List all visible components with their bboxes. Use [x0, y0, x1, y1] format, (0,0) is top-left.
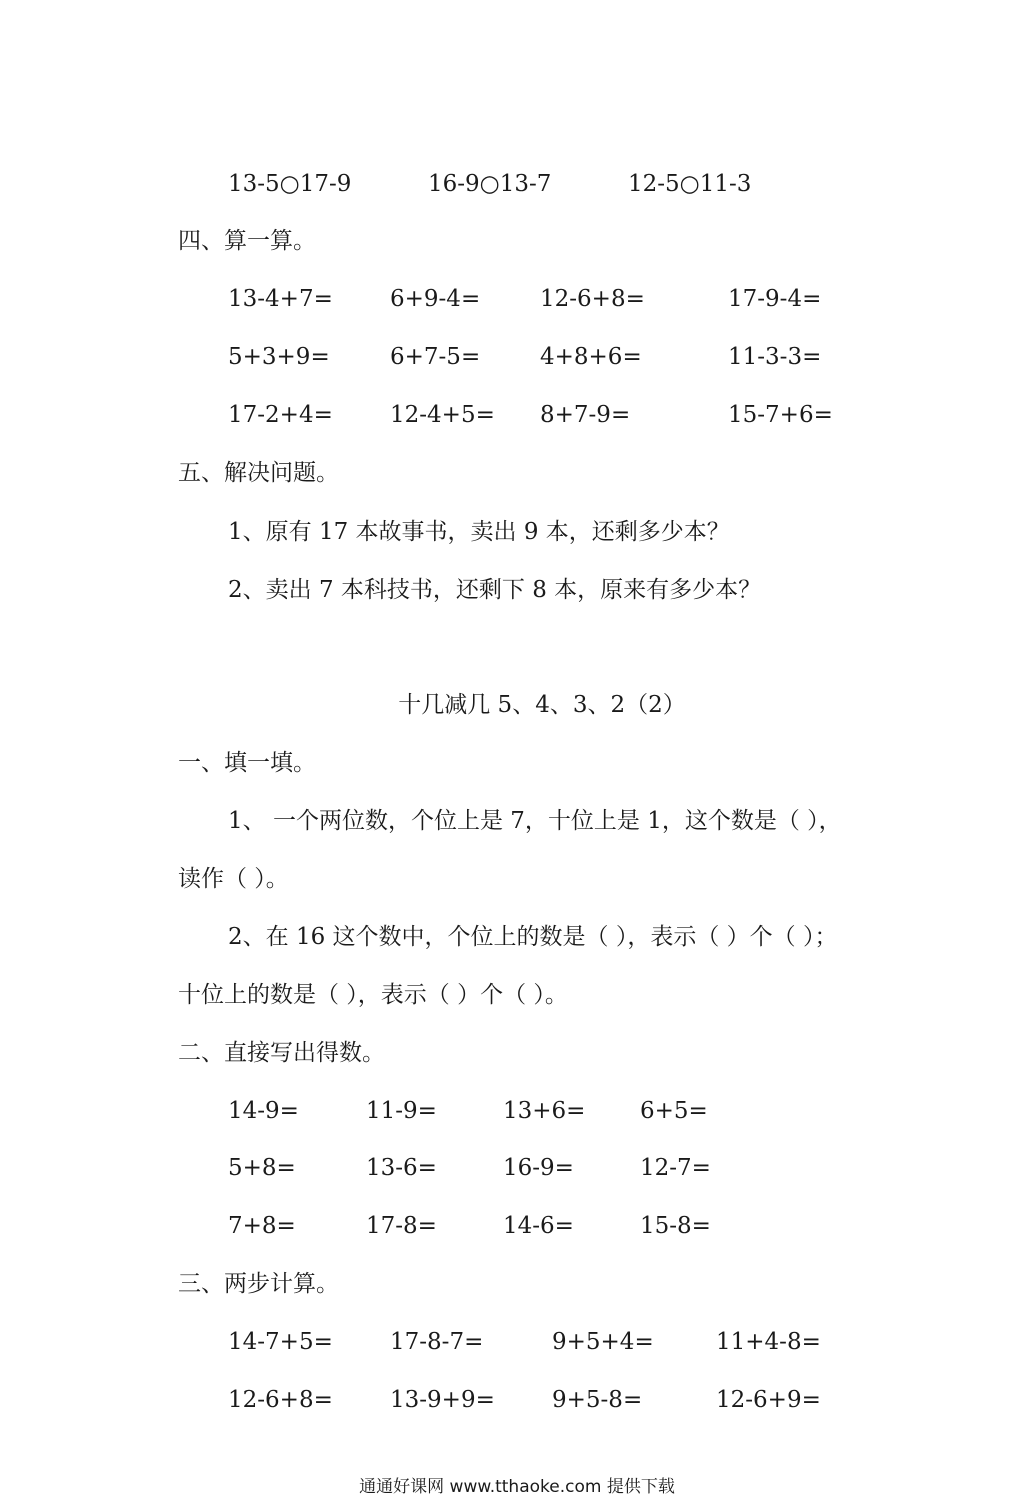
calc-item: 17-8-7=: [390, 1329, 484, 1355]
word-problem: 2、卖出 7 本科技书，还剩下 8 本，原来有多少本？: [228, 577, 762, 603]
calc-item: 12-6+8=: [228, 1387, 333, 1413]
calc-item: 15-8=: [640, 1213, 711, 1239]
footer-credit: 通通好课网 www.tthaoke.com 提供下载: [359, 1477, 675, 1497]
calc-item: 11+4-8=: [716, 1329, 821, 1355]
section-heading: 二、直接写出得数。: [178, 1040, 385, 1066]
calc-item: 12-7=: [640, 1155, 711, 1181]
calc-item: 12-6+9=: [716, 1387, 821, 1413]
calc-item: 17-2+4=: [228, 402, 333, 428]
calc-item: 14-6=: [503, 1213, 574, 1239]
calc-item: 15-7+6=: [728, 402, 833, 428]
calc-item: 12-6+8=: [540, 286, 645, 312]
calc-item: 13-4+7=: [228, 286, 333, 312]
fill-question: 2、在 16 这个数中，个位上的数是（ ），表示（ ）个（ ）；: [228, 924, 838, 950]
calc-item: 6+5=: [640, 1098, 708, 1124]
word-problem: 1、原有 17 本故事书，卖出 9 本，还剩多少本？: [228, 519, 730, 545]
fill-question: 十位上的数是（ ），表示（ ）个（ ）。: [178, 982, 568, 1008]
compare-item: 12-5○11-3: [628, 171, 752, 197]
calc-item: 5+3+9=: [228, 344, 330, 370]
calc-item: 13-9+9=: [390, 1387, 495, 1413]
section-heading: 五、解决问题。: [178, 460, 339, 486]
calc-item: 5+8=: [228, 1155, 296, 1181]
calc-item: 9+5-8=: [552, 1387, 643, 1413]
calc-item: 17-9-4=: [728, 286, 822, 312]
compare-item: 13-5○17-9: [228, 171, 352, 197]
fill-question: 读作（ ）。: [178, 866, 289, 892]
section-heading: 一、填一填。: [178, 750, 316, 776]
compare-item: 16-9○13-7: [428, 171, 552, 197]
section-heading: 四、算一算。: [178, 228, 316, 254]
calc-item: 17-8=: [366, 1213, 437, 1239]
lesson-title: 十几减几 5、4、3、2（2）: [398, 692, 686, 718]
section-heading: 三、两步计算。: [178, 1271, 339, 1297]
calc-item: 14-9=: [228, 1098, 299, 1124]
calc-item: 13-6=: [366, 1155, 437, 1181]
calc-item: 6+9-4=: [390, 286, 481, 312]
calc-item: 9+5+4=: [552, 1329, 654, 1355]
calc-item: 8+7-9=: [540, 402, 631, 428]
calc-item: 11-9=: [366, 1098, 437, 1124]
calc-item: 12-4+5=: [390, 402, 495, 428]
fill-question: 1、 一个两位数，个位上是 7，十位上是 1，这个数是（ ），: [228, 808, 842, 834]
calc-item: 13+6=: [503, 1098, 586, 1124]
calc-item: 6+7-5=: [390, 344, 481, 370]
calc-item: 4+8+6=: [540, 344, 642, 370]
calc-item: 7+8=: [228, 1213, 296, 1239]
calc-item: 11-3-3=: [728, 344, 822, 370]
calc-item: 16-9=: [503, 1155, 574, 1181]
calc-item: 14-7+5=: [228, 1329, 333, 1355]
